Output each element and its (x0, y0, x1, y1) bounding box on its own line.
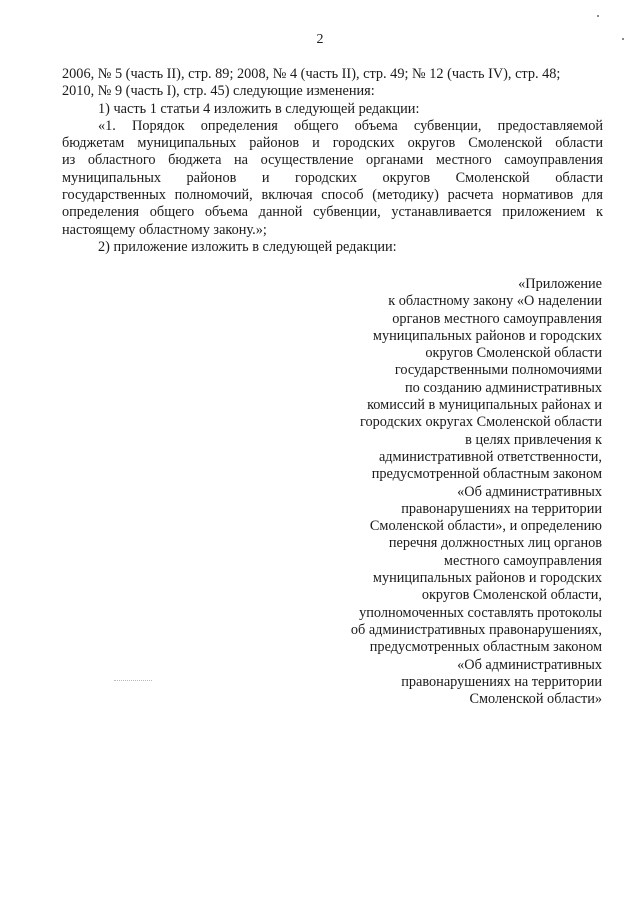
appendix-line: предусмотренных областным законом (369, 639, 602, 656)
appendix-line: предусмотренной областным законом (371, 466, 602, 483)
quote-line: государственных полномочий, включая способ (методику) расчета нормативов для (62, 187, 603, 204)
quote-line: бюджетам муниципальных районов и городских округов Смоленской области (62, 135, 603, 152)
appendix-line: перечня должностных лиц органов (388, 535, 602, 552)
appendix-line: правонарушениях на территории (401, 673, 602, 690)
appendix-line: комиссий в муниципальных районах и (367, 397, 602, 414)
appendix-line: государственными полномочиями (394, 362, 602, 379)
appendix-line: муниципальных районов и городских (372, 327, 602, 344)
appendix-line: «Об административных (457, 656, 602, 673)
appendix-line: уполномоченных составлять протоколы (359, 604, 602, 621)
scan-speck (622, 38, 624, 40)
appendix-line: к областному закону «О наделении (388, 293, 602, 310)
appendix-line: округов Смоленской области, (421, 587, 602, 604)
intro-line: 2006, № 5 (часть II), стр. 89; 2008, № 4 (часть II), стр. 49; № 12 (часть IV), стр. 48; (62, 66, 561, 82)
appendix-line: Смоленской области», и определению (369, 518, 602, 535)
appendix-line: «Приложение (518, 276, 602, 292)
quote-line: муниципальных районов и городских округов Смоленской области (62, 169, 603, 186)
page-number: 2 (316, 32, 324, 47)
quote-line: из областного бюджета на осуществление органами местного самоуправления (62, 152, 603, 169)
appendix-line: местного самоуправления (443, 552, 602, 569)
appendix-line: «Об административных (457, 483, 602, 500)
quote-line: «1. Порядок определения общего объема субвенции, предоставляемой (98, 117, 603, 134)
quote-line: определения общего объема данной субвенции, устанавливается приложением к (62, 204, 603, 221)
item-2: 2) приложение изложить в следующей редакции: (98, 238, 397, 255)
appendix-line: по созданию административных (404, 379, 602, 396)
item-1: 1) часть 1 статьи 4 изложить в следующей редакции: (98, 100, 420, 117)
scan-speck (597, 15, 599, 17)
intro-line: 2010, № 9 (часть I), стр. 45) следующие изменения: (62, 83, 375, 100)
appendix-line: правонарушениях на территории (401, 500, 602, 517)
appendix-line: органов местного самоуправления (392, 310, 602, 327)
appendix-line: об административных правонарушениях, (350, 621, 602, 638)
appendix-line: городских округах Смоленской области (359, 414, 602, 431)
appendix-heading (302, 276, 602, 708)
quote-line: настоящему областному закону.»; (62, 221, 267, 238)
appendix-line: Смоленской области» (469, 691, 602, 708)
appendix-line: в целях привлечения к (465, 431, 602, 448)
appendix-line: округов Смоленской области (425, 345, 602, 362)
scan-mark (114, 680, 152, 682)
body-text (62, 66, 603, 256)
appendix-line: административной ответственности, (378, 448, 602, 465)
appendix-line: муниципальных районов и городских (372, 570, 602, 587)
